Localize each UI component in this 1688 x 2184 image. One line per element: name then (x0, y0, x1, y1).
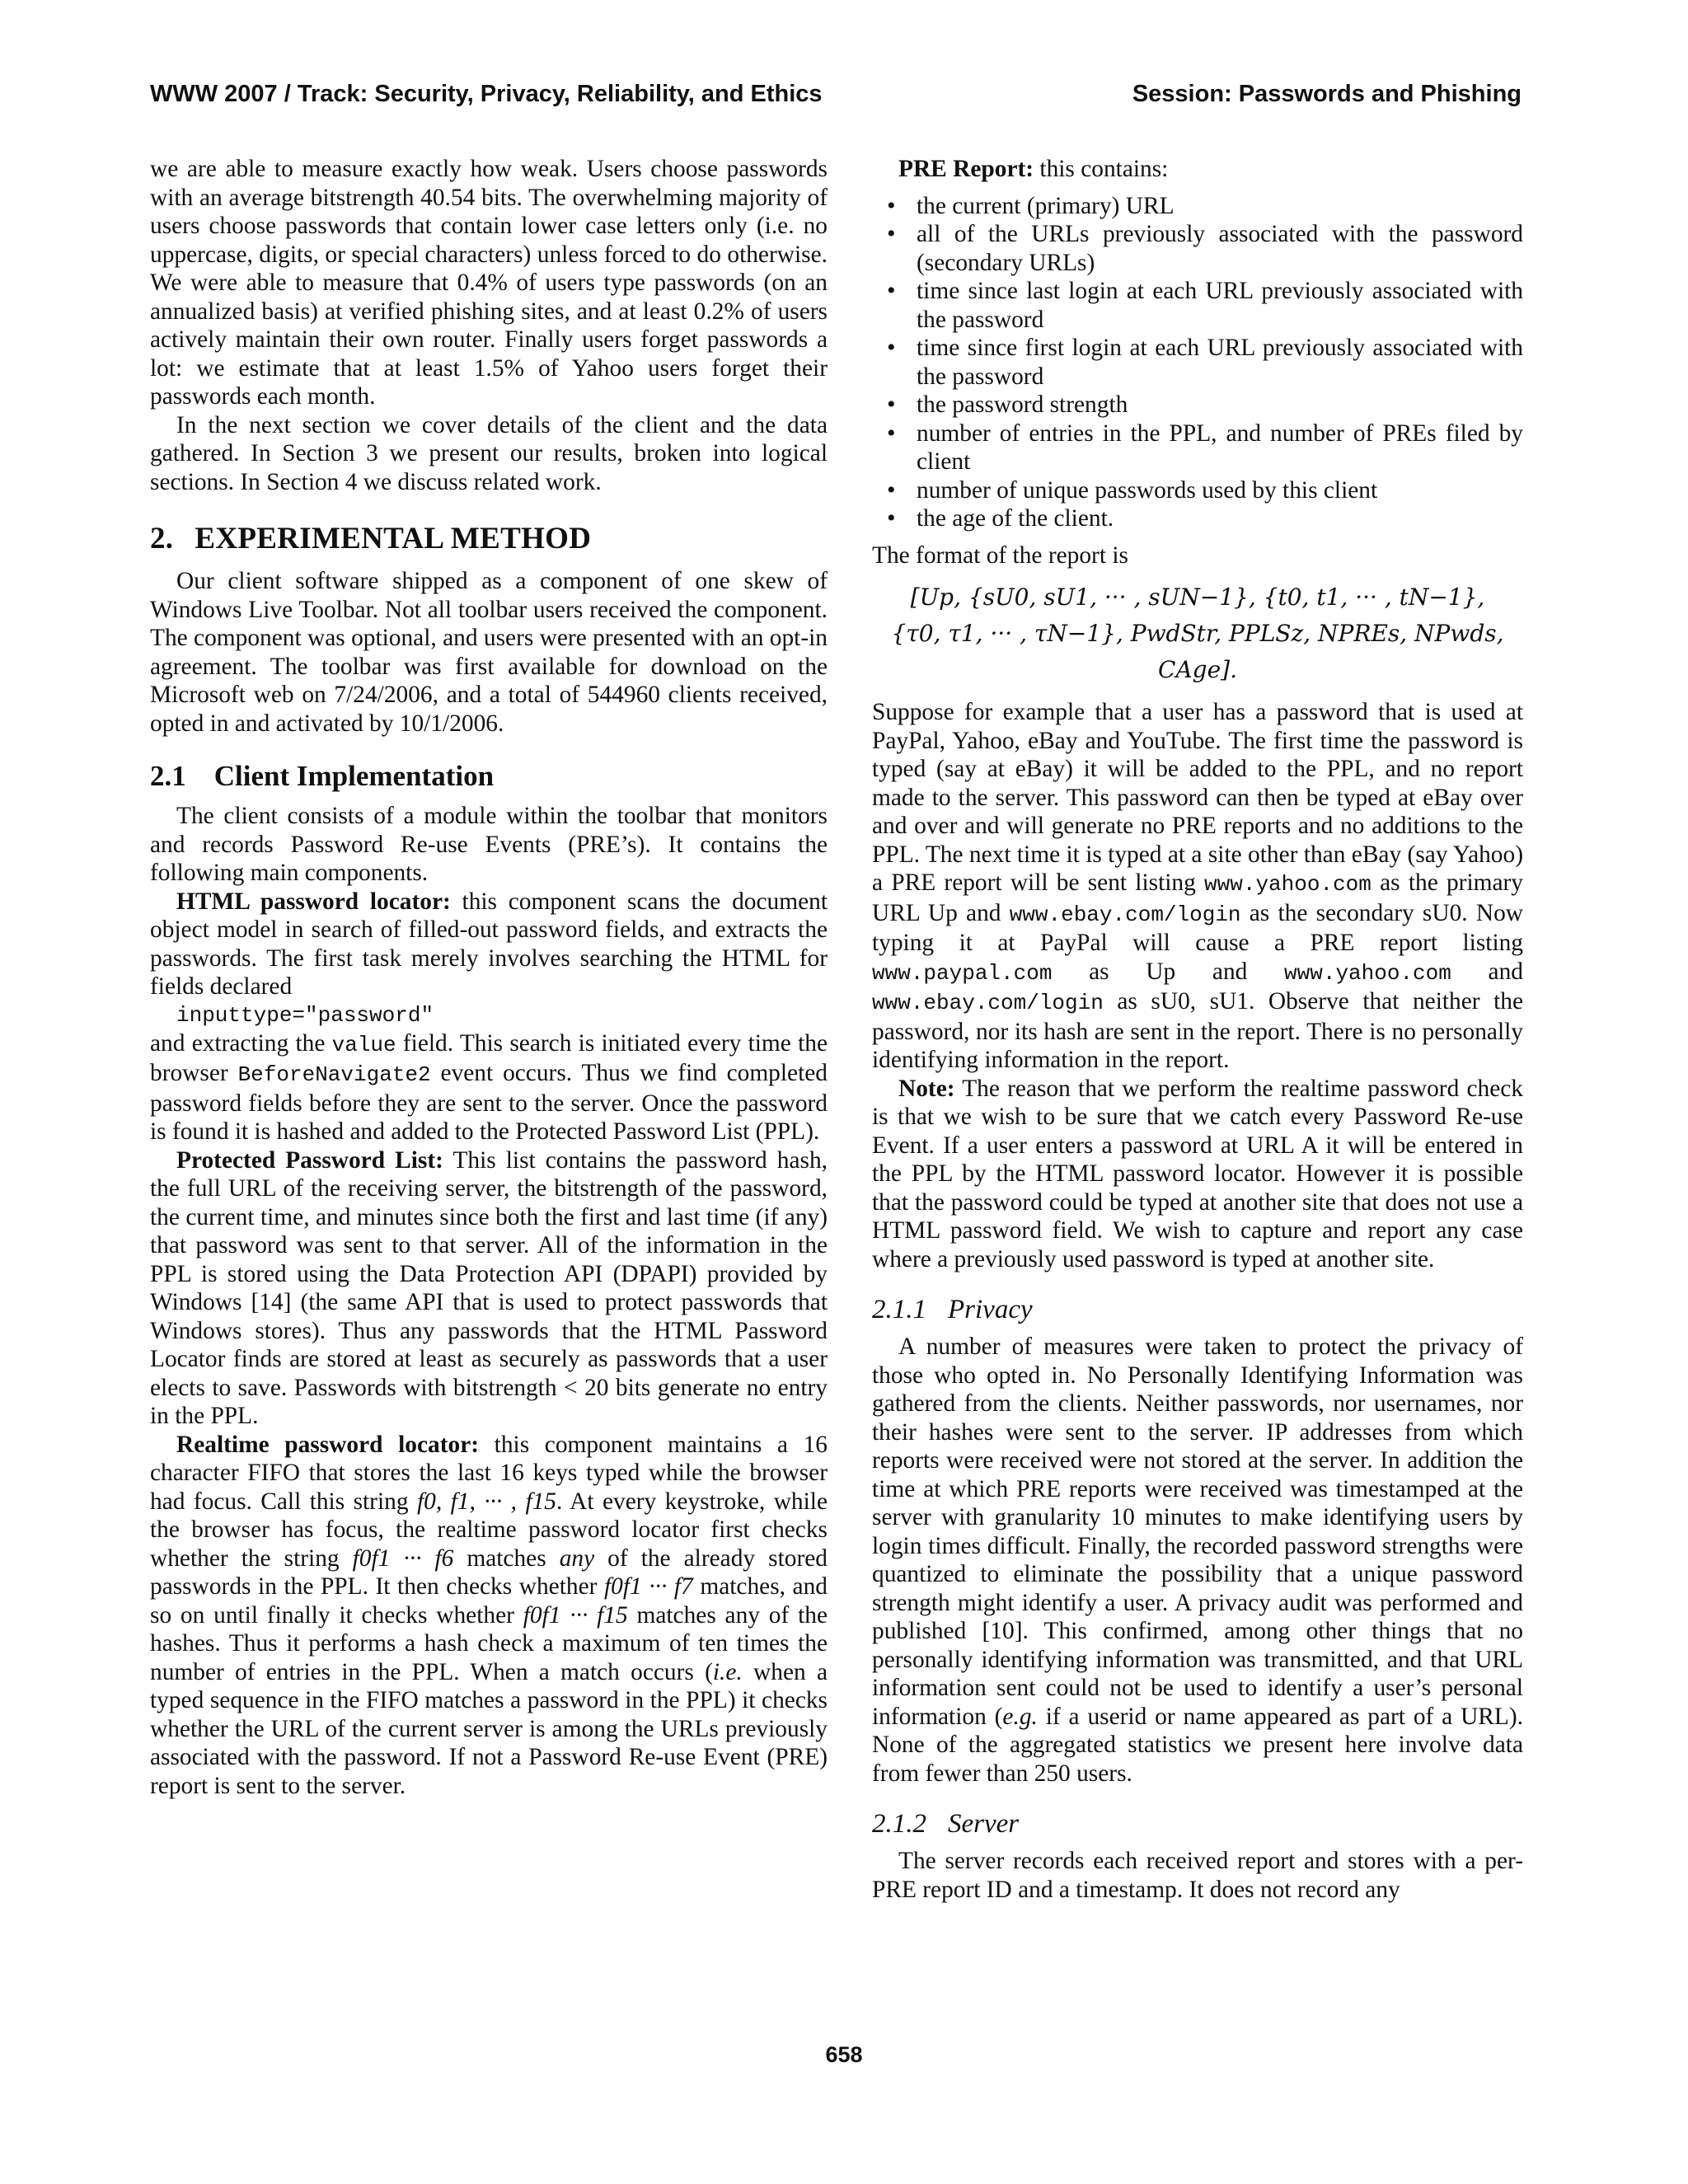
example-text-f: as sU0, sU1. Observe that neither the password, nor its hash are sent in the report. There is no personally identifying information in the report. (872, 988, 1523, 1073)
rt-f6-math: f0f1 ··· f6 (352, 1544, 454, 1572)
url-ebay-2: www.ebay.com/login (872, 991, 1104, 1015)
list-item: • the age of the client. (905, 504, 1523, 533)
rt-text-g: when a typed sequence in the FIFO matches a password in the PPL) it checks whether the URL of the current server is among the URLs previously associated with the password. If not a Password Re-use Event (PRE) report is sent to the server. (150, 1658, 828, 1799)
section-2-heading (150, 521, 828, 557)
input-type-code: inputtype="password" (176, 1002, 434, 1028)
ppl-text: This list contains the password hash, the full URL of the receiving server, the bitstrength of the password, the current time, and minutes since both the first and last time (if any) that password was sent to that server. All of the information in the PPL is stored using the Data Protection API (DPAPI) provided by Windows [14] (the same API that is used to protect passwords that Windows stores). Thus any passwords that the HTML Password Locator finds are stored at least as securely as passwords that a user elects to save. Passwords with bitstrength < 20 bits generate no entry in the PPL. (150, 1146, 828, 1429)
section-2-1-1-heading (872, 1293, 1523, 1326)
rt-text-d: of the already stored passwords in the PPL. It then checks whether (150, 1544, 828, 1600)
intro-paragraph-2: In the next section we cover details of the client and the data gathered. In Section 3 we present our results, broken into logical sections. In Section 4 we discuss related work. (150, 411, 828, 495)
html-locator-lead: HTML password locator: (176, 888, 451, 915)
pre-report-list (872, 192, 1523, 533)
before-navigate-code: BeforeNavigate2 (237, 1062, 431, 1087)
running-header-right: Session: Passwords and Phishing (1132, 81, 1522, 107)
locator-text-a: and extracting the (150, 1029, 332, 1057)
example-text-b: as the primary URL Up and (872, 869, 1524, 926)
report-format-equation (872, 579, 1523, 688)
privacy-text-a: A number of measures were taken to protect the privacy of those who opted in. No Personally Identifying Information was gathered from the clients. Neither passwords, nor usernames, nor their hashes were sent to the server. IP addresses from which reports were received were not stored at the server. In addition the time at which PRE reports were received was timestamped at the server with granularity 10 minutes to make identifying users by login times difficult. Finally, the recorded password strengths were quantized to eliminate the possibility that a unique password strength might identify a user. A privacy audit was performed and published [10]. This confirmed, among other things that no personally identifying information was transmitted, and that URL information sent could not be used to identify a user’s personal information ( (872, 1333, 1523, 1730)
section-2-1-paragraph: The client consists of a module within the toolbar that monitors and records Password Re-use Events (PRE’s). It contains the following main components. (150, 803, 828, 886)
example-text-c: as the secondary sU0. Now typing it at PayPal will cause a PRE report listing (872, 899, 1523, 956)
note-lead: Note: (898, 1075, 955, 1102)
value-code: value (331, 1032, 396, 1057)
realtime-locator-paragraph (150, 1431, 828, 1801)
note-text: The reason that we perform the realtime password check is that we wish to be sure that we catch every Password Re-use Event. If a user enters a password at URL A it will be entered in the PPL by the HTML password locator. However it is possible that the password could be typed at another site that does not use a HTML password field. We wish to capture and report any case where a previously used password is typed at another site. (872, 1075, 1523, 1272)
rt-text-e: matches, and so on until finally it checks whether (150, 1573, 828, 1629)
example-text-e: and (1451, 958, 1523, 985)
rt-text-f: matches any of the hashes. Thus it performs a hash check a maximum of ten times the number of entries in the PPL. When a match occurs ( (150, 1601, 828, 1685)
url-ebay: www.ebay.com/login (1009, 902, 1241, 927)
section-2-1-title: Client Implementation (213, 760, 495, 792)
section-2-1-2-title: Server (948, 1809, 1020, 1839)
list-item: • the current (primary) URL (905, 192, 1523, 221)
equation-line-2: {τ0, τ1, ··· , τN−1}, PwdStr, PPLSz, NPREs, NPwds, CAge]. (891, 620, 1504, 683)
rt-any-emphasis: any (559, 1544, 595, 1572)
html-locator-text: this component scans the document object model in search of filled-out password fields, and extracts the passwords. The first task merely involves searching the HTML for fields declared (150, 888, 828, 1000)
url-paypal: www.paypal.com (872, 960, 1053, 986)
pre-report-paragraph (872, 155, 1523, 184)
right-column (872, 155, 1523, 1904)
example-text-a: Suppose for example that a user has a password that is used at PayPal, Yahoo, eBay and YouTube. The first time the password is typed (say at eBay) it will be added to the PPL, and no report made to the server. This password can then be typed at eBay over and over and will generate no PRE reports and no additions to the PPL. The next time it is typed at a site other than eBay (say Yahoo) a PRE report will be sent listing (872, 699, 1523, 896)
section-2-title: EXPERIMENTAL METHOD (195, 522, 592, 555)
rt-text-a: this component maintains a 16 character FIFO that stores the last 16 keys typed while the browser had focus. Call this string (150, 1431, 828, 1515)
locator-text-c: event occurs. Thus we find completed password fields before they are sent to the server. Once the password is found it is hashed and added to the Protected Password List (PPL). (150, 1060, 828, 1145)
equation-line-1: [Up, {sU0, sU1, ··· , sUN−1}, {t0, t1, ··· , tN−1}, (910, 583, 1485, 611)
section-2-1-2-heading (872, 1807, 1523, 1840)
html-locator-paragraph (150, 888, 828, 1001)
locator-text-b: field. This search is initiated every time the browser (150, 1029, 828, 1086)
note-paragraph (872, 1075, 1523, 1274)
ppl-paragraph (150, 1146, 828, 1431)
privacy-eg-emphasis: e.g. (1002, 1703, 1038, 1730)
section-2-1-heading (150, 759, 828, 794)
list-item: • number of unique passwords used by this client (905, 476, 1523, 505)
list-item: • number of entries in the PPL, and number of PREs filed by client (905, 419, 1523, 476)
rt-text-c: matches (453, 1544, 560, 1572)
list-item: • the password strength (905, 391, 1523, 419)
rt-f7-math: f0f1 ··· f7 (603, 1573, 693, 1600)
section-2-1-1-number: 2.1.1 (872, 1295, 926, 1324)
list-item: • time since last login at each URL previously associated with the password (905, 277, 1523, 334)
section-2-number: 2. (150, 522, 174, 555)
rt-f15-math: f0f1 ··· f15 (523, 1601, 628, 1629)
server-paragraph: The server records each received report and stores with a per-PRE report ID and a timestamp. It does not record any (872, 1848, 1523, 1903)
rt-text-b: . At every keystroke, while the browser has focus, the realtime password locator first checks whether the string (150, 1488, 828, 1572)
format-intro: The format of the report is (872, 541, 1128, 569)
example-text-d: as Up and (1052, 958, 1285, 985)
section-2-1-2-number: 2.1.2 (872, 1809, 926, 1839)
running-header-left: WWW 2007 / Track: Security, Privacy, Reliability, and Ethics (150, 81, 823, 107)
ppl-lead: Protected Password List: (176, 1146, 443, 1174)
pre-report-lead: PRE Report: (898, 156, 1034, 182)
pre-report-text: this contains: (1034, 156, 1169, 182)
example-paragraph (872, 698, 1523, 1075)
html-locator-continuation (150, 1029, 828, 1146)
section-2-1-1-title: Privacy (948, 1295, 1033, 1324)
privacy-text-b: if a userid or name appeared as part of a URL). None of the aggregated statistics we present here involve data from fewer than 250 users. (872, 1703, 1523, 1787)
url-yahoo-2: www.yahoo.com (1284, 960, 1451, 986)
intro-paragraph-1: we are able to measure exactly how weak. Users choose passwords with an average bitstrength 40.54 bits. The overwhelming majority of users choose passwords that contain lower case letters only (i.e. no uppercase, digits, or special characters) unless forced to do otherwise. We were able to measure that 0.4% of users type passwords (on an annualized basis) at verified phishing sites, and at least 0.2% of users actively maintain their own router. Finally users forget passwords a lot: we estimate that at least 1.5% of Yahoo users forget their passwords each month. (150, 156, 828, 410)
section-2-paragraph: Our client software shipped as a component of one skew of Windows Live Toolbar. Not all toolbar users received the component. The component was optional, and users were presented with an opt-in agreement. The toolbar was first available for download on the Microsoft web on 7/24/2006, and a total of 544960 clients received, opted in and activated by 10/1/2006. (150, 568, 828, 737)
list-item: • time since first login at each URL previously associated with the password (905, 334, 1523, 391)
privacy-paragraph (872, 1333, 1523, 1788)
rt-ie-emphasis: i.e. (712, 1658, 743, 1685)
realtime-lead: Realtime password locator: (176, 1431, 480, 1458)
page-number: 658 (825, 2042, 863, 2067)
url-yahoo: www.yahoo.com (1204, 872, 1372, 897)
list-item: • all of the URLs previously associated with the password (secondary URLs) (905, 220, 1523, 277)
rt-string-math: f0, f1, ··· , f15 (416, 1488, 557, 1515)
section-2-1-number: 2.1 (150, 760, 186, 792)
left-column (150, 155, 828, 1800)
